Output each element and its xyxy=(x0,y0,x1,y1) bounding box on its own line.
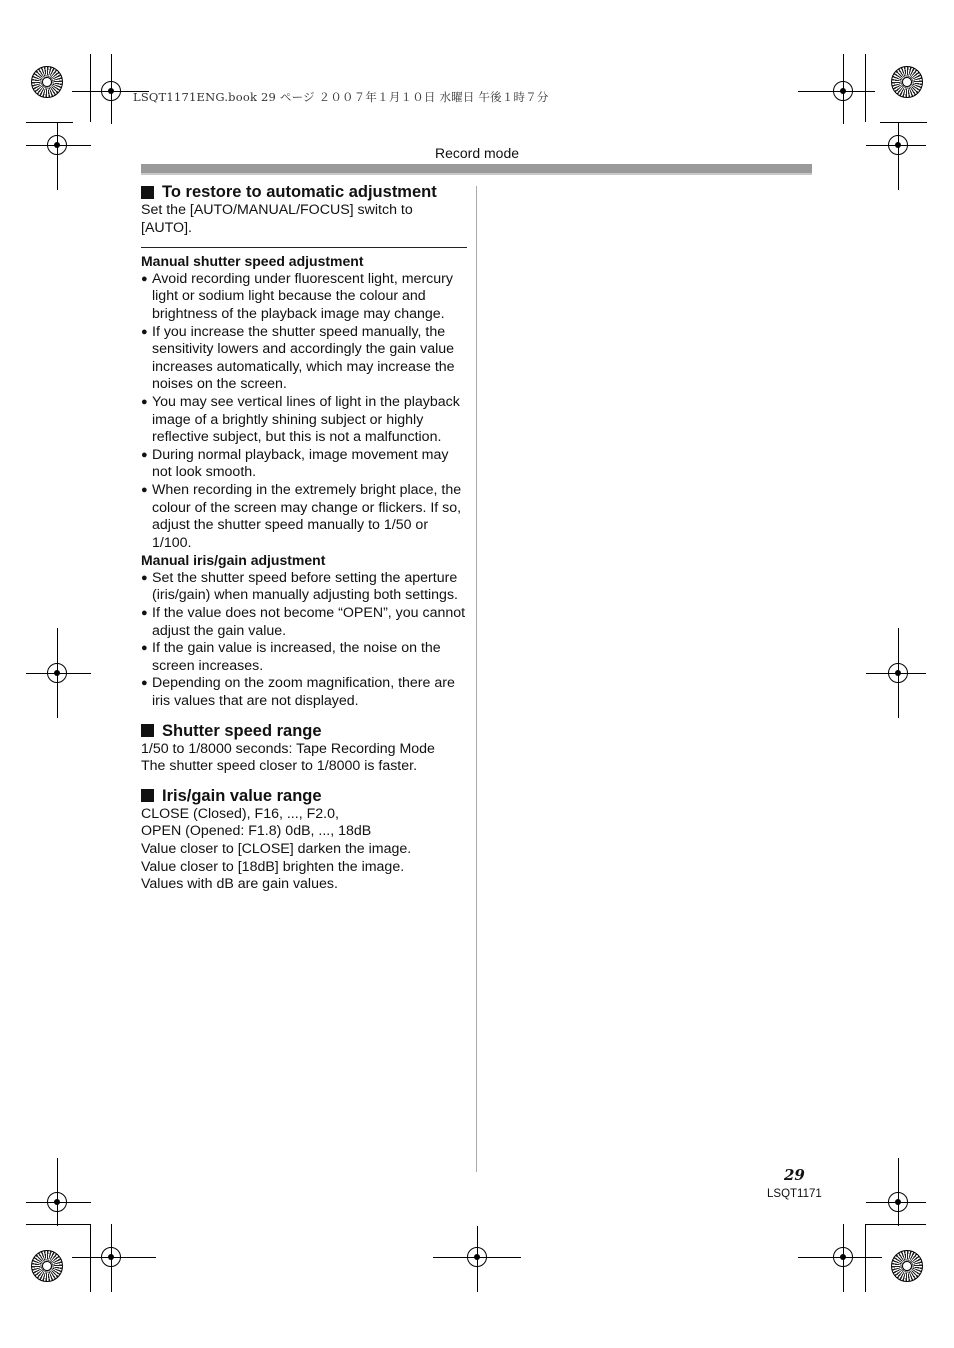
square-bullet-icon xyxy=(141,724,154,737)
iris-notes xyxy=(141,570,467,711)
bullet-icon: ● xyxy=(141,272,148,285)
list-item: ● Set the shutter speed before setting the aperture (iris/gain) when manually adjusting both settings. xyxy=(141,569,458,604)
crosshair-icon xyxy=(101,81,121,101)
bullet-icon: ● xyxy=(141,607,148,620)
iris-range-heading: Iris/gain value range xyxy=(141,786,467,806)
iris-range-line: Values with dB are gain values. xyxy=(141,876,338,893)
divider xyxy=(141,247,467,248)
list-item: ● You may see vertical lines of light in the playback image of a brightly shining subject or highly reflective subject, but this is not a malfunction. xyxy=(141,393,460,446)
crosshair-icon xyxy=(47,663,67,683)
restore-text: Set the [AUTO/MANUAL/FOCUS] switch to [AUTO]. xyxy=(141,202,413,236)
crosshair-icon xyxy=(833,1247,853,1267)
bullet-icon: ● xyxy=(141,677,148,690)
crosshair-icon xyxy=(47,1192,67,1212)
bullet-icon: ● xyxy=(141,483,148,496)
crosshair-icon xyxy=(888,663,908,683)
crosshair-icon xyxy=(833,81,853,101)
crosshair-icon xyxy=(101,1247,121,1267)
model-code: LSQT1171 xyxy=(767,1188,822,1200)
square-bullet-icon xyxy=(141,789,154,802)
bullet-icon: ● xyxy=(141,325,148,338)
crosshair-icon xyxy=(888,1192,908,1212)
iris-heading: Manual iris/gain adjustment xyxy=(141,552,326,569)
iris-range-line: OPEN (Opened: F1.8) 0dB, ..., 18dB xyxy=(141,823,372,840)
square-bullet-icon xyxy=(141,186,154,199)
iris-range-line: Value closer to [CLOSE] darken the image. xyxy=(141,841,412,857)
restore-heading: To restore to automatic adjustment xyxy=(141,182,467,202)
shutter-range-line: 1/50 to 1/8000 seconds: Tape Recording Mode xyxy=(141,740,435,757)
print-info: LSQT1171ENG.book 29 ページ ２００７年１月１０日 水曜日 午後１時７分 xyxy=(133,90,549,104)
iris-range-line: CLOSE (Closed), F16, ..., F2.0, xyxy=(141,805,339,822)
shutter-heading: Manual shutter speed adjustment xyxy=(141,253,364,270)
bullet-icon: ● xyxy=(141,395,148,408)
column-divider xyxy=(476,186,477,1172)
crosshair-icon xyxy=(467,1247,487,1267)
bullet-icon: ● xyxy=(141,448,148,461)
list-item: ● During normal playback, image movement may not look smooth. xyxy=(141,446,449,481)
color-target-icon xyxy=(891,66,923,98)
bullet-icon: ● xyxy=(141,642,148,655)
shutter-range-heading: Shutter speed range xyxy=(141,721,467,741)
list-item: ● Avoid recording under fluorescent light, mercury light or sodium light because the colour and brightness of the playback image may change. xyxy=(141,270,453,322)
list-item: ● If you increase the shutter speed manually, the sensitivity lowers and accordingly the gain value increases automatically, which may increase the noises on the screen. xyxy=(141,323,455,393)
list-item: ● Depending on the zoom magnification, there are iris values that are not displayed. xyxy=(141,675,455,710)
section-title: Record mode xyxy=(434,145,520,161)
color-target-icon xyxy=(31,66,63,98)
bullet-icon: ● xyxy=(141,571,148,584)
color-target-icon xyxy=(891,1250,923,1282)
iris-range-line: Value closer to [18dB] brighten the image. xyxy=(141,858,405,875)
shutter-notes xyxy=(141,271,467,553)
list-item: ● If the gain value is increased, the noise on the screen increases. xyxy=(141,640,441,674)
left-column xyxy=(141,180,467,894)
list-item: ● If the value does not become “OPEN”, you cannot adjust the gain value. xyxy=(141,605,466,639)
header-bar xyxy=(141,164,812,175)
list-item: ● When recording in the extremely bright place, the colour of the screen may change or flickers. If so, adjust the shutter speed manually to 1/50 or 1/100. xyxy=(141,481,462,551)
page-number: 29 xyxy=(784,1166,805,1184)
color-target-icon xyxy=(31,1250,63,1282)
shutter-range-line: The shutter speed closer to 1/8000 is faster. xyxy=(141,758,418,775)
